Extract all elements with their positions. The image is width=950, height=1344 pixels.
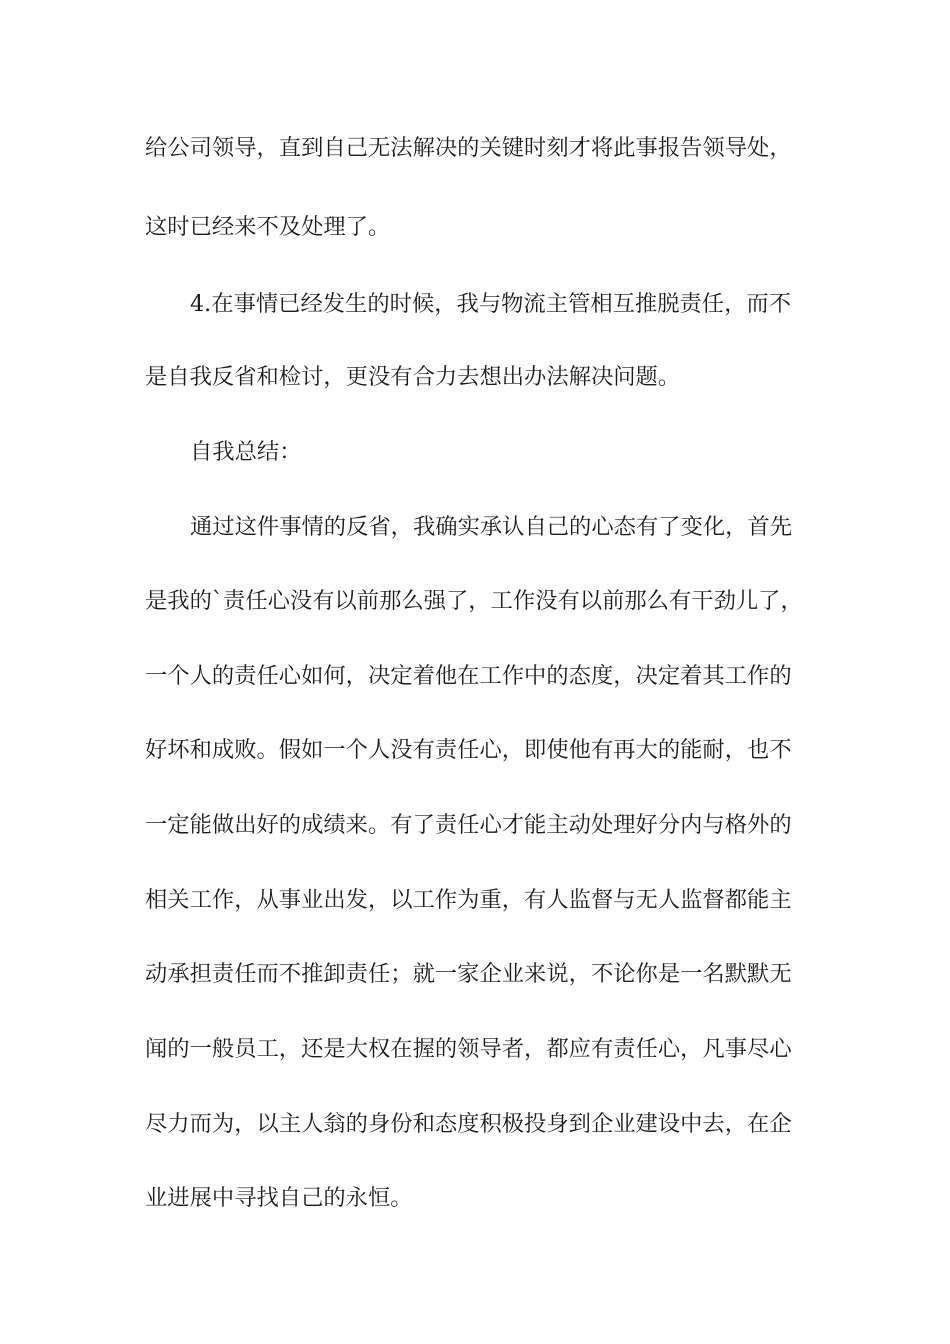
text-line: 是自我反省和检讨，更没有合力去想出办法解决问题。 [145,364,681,390]
paragraph-start-line: 通过这件事情的反省，我确实承认自己的心态有了变化，首先 [190,514,793,540]
paragraph-start-line: 4.在事情已经发生的时候，我与物流主管相互推脱责任，而不 [190,291,791,317]
text-line: 这时已经来不及处理了。 [145,214,391,240]
text-line: 业进展中寻找自己的永恒。 [145,1185,413,1211]
text-line: 尽力而为，以主人翁的身份和态度积极投身到企业建设中去，在企 [145,1111,792,1137]
text-line: 一个人的责任心如何，决定着他在工作中的态度，决定着其工作的 [145,663,792,689]
text-line: 好坏和成败。假如一个人没有责任心，即使他有再大的能耐，也不 [145,737,792,763]
text-line: 给公司领导，直到自己无法解决的关键时刻才将此事报告领导处， [145,135,792,161]
section-heading: 自我总结： [190,439,302,465]
text-line: 闻的一般员工，还是大权在握的领导者，都应有责任心，凡事尽心 [145,1036,792,1062]
text-line: 是我的`责任心没有以前那么强了，工作没有以前那么有干劲儿了， [145,588,803,614]
text-line: 相关工作，从事业出发，以工作为重，有人监督与无人监督都能主 [145,887,792,913]
text-line: 动承担责任而不推卸责任；就一家企业来说，不论你是一名默默无 [145,961,792,987]
text-line: 一定能做出好的成绩来。有了责任心才能主动处理好分内与格外的 [145,812,792,838]
